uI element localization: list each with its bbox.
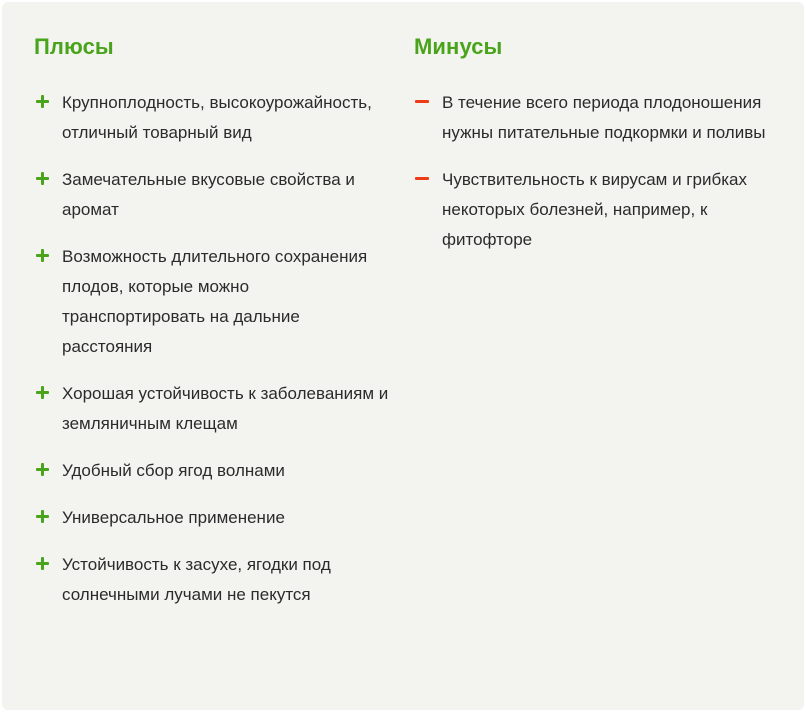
pros-item-text: Удобный сбор ягод волнами bbox=[62, 461, 285, 480]
plus-icon bbox=[34, 88, 50, 118]
cons-item-text: Чувствительность к вирусам и грибках некоторых болезней, например, к фитофторе bbox=[442, 170, 747, 249]
plus-icon bbox=[34, 242, 50, 272]
cons-item bbox=[414, 165, 784, 255]
cons-item bbox=[414, 88, 784, 148]
pros-item bbox=[34, 456, 394, 486]
pros-cons-card bbox=[2, 2, 804, 710]
pros-item-text: Крупноплодность, высокоурожайность, отличный товарный вид bbox=[62, 93, 372, 142]
cons-list bbox=[414, 88, 784, 255]
cons-column bbox=[414, 32, 784, 272]
plus-icon bbox=[34, 503, 50, 533]
pros-item bbox=[34, 379, 394, 439]
cons-title: Минусы bbox=[414, 34, 503, 59]
pros-item-text: Устойчивость к засухе, ягодки под солнечными лучами не пекутся bbox=[62, 555, 331, 604]
minus-icon bbox=[414, 165, 430, 195]
pros-item bbox=[34, 550, 394, 610]
pros-item-text: Хорошая устойчивость к заболеваниям и земляничным клещам bbox=[62, 384, 389, 433]
pros-item-text: Замечательные вкусовые свойства и аромат bbox=[62, 170, 355, 219]
plus-icon bbox=[34, 379, 50, 409]
pros-item bbox=[34, 165, 394, 225]
pros-title: Плюсы bbox=[34, 34, 114, 59]
pros-list bbox=[34, 88, 394, 610]
cons-item-text: В течение всего периода плодоношения нужны питательные подкормки и поливы bbox=[442, 93, 766, 142]
pros-item-text: Возможность длительного сохранения плодов, которые можно транспортировать на дальние расстояния bbox=[62, 247, 368, 356]
plus-icon bbox=[34, 456, 50, 486]
minus-icon bbox=[414, 88, 430, 118]
pros-item bbox=[34, 242, 394, 362]
plus-icon bbox=[34, 550, 50, 580]
pros-column bbox=[34, 32, 394, 627]
pros-item bbox=[34, 88, 394, 148]
pros-item-text: Универсальное применение bbox=[62, 508, 285, 527]
pros-item bbox=[34, 503, 394, 533]
plus-icon bbox=[34, 165, 50, 195]
